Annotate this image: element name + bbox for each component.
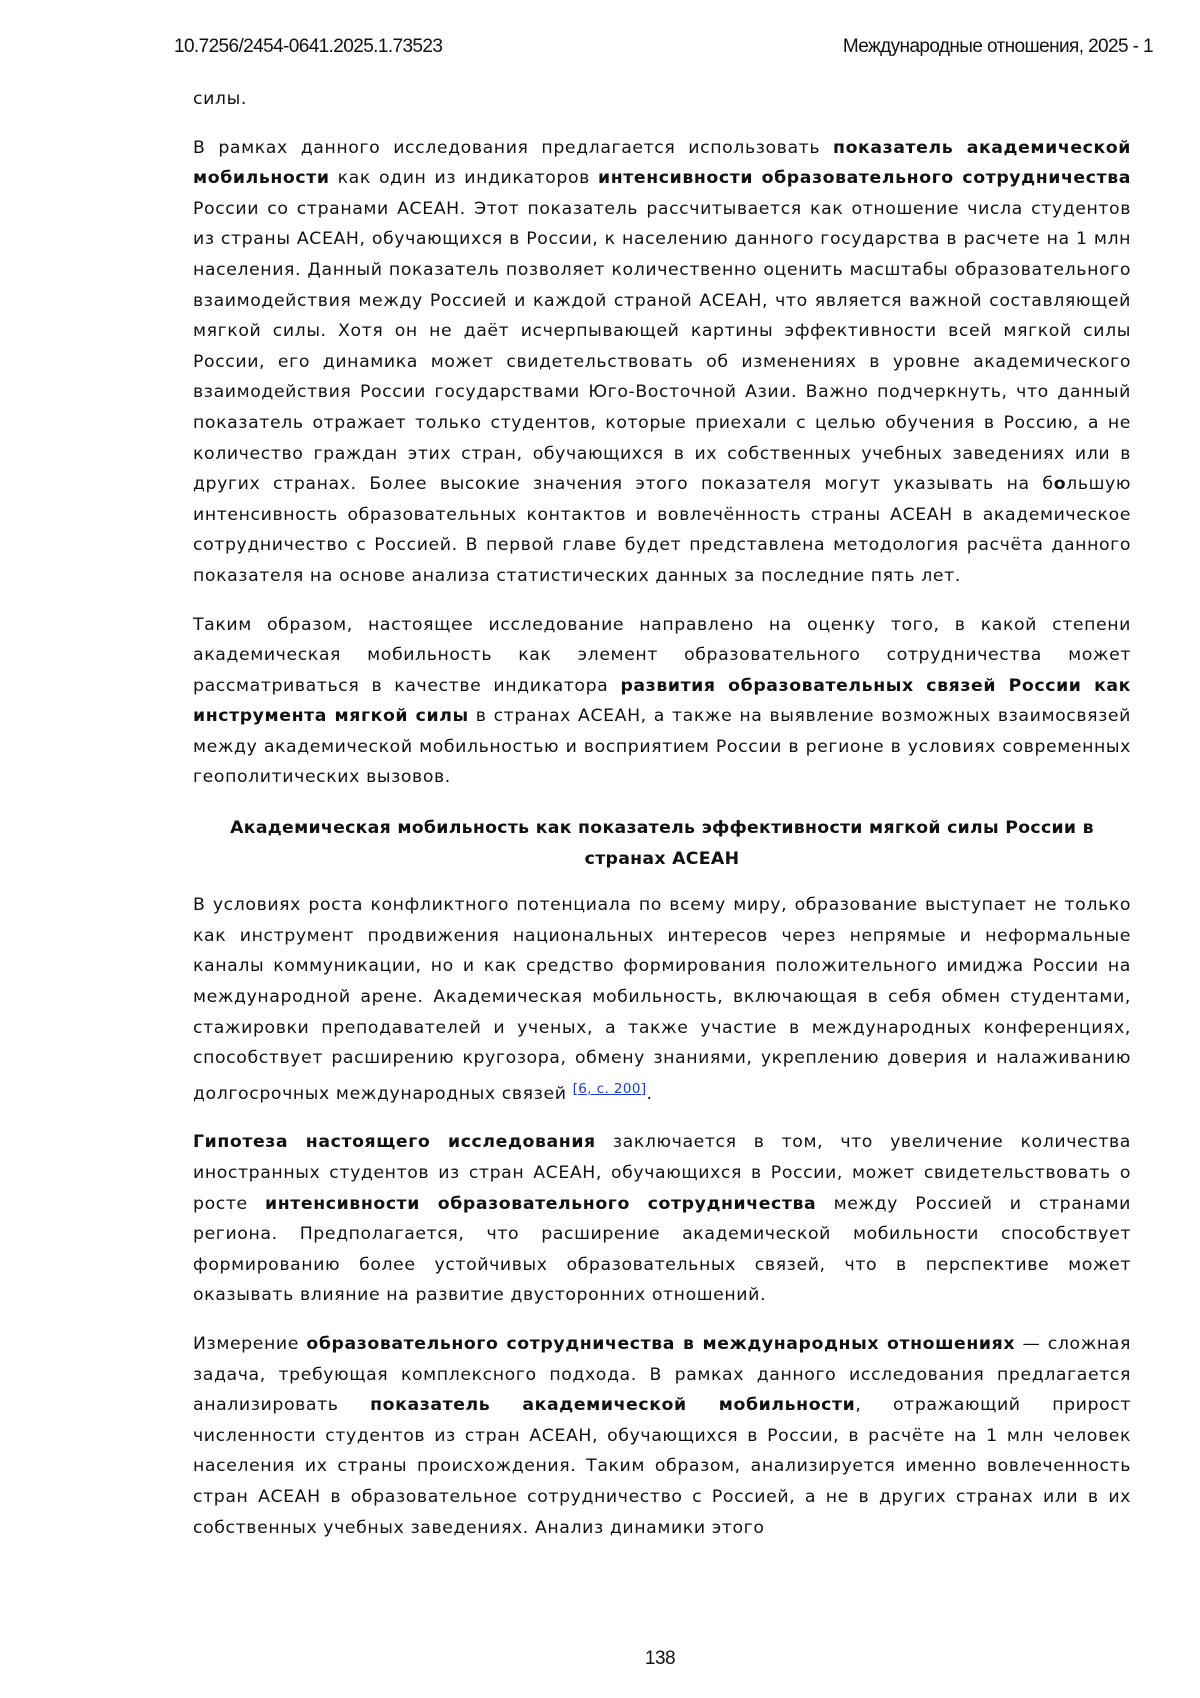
text-run: заключается в том, что увеличение количества иностранных студентов из стран АСЕАН, обучающихся в России, может свидетельствовать о росте bbox=[193, 1132, 1131, 1214]
bold-term: развития образовательных связей России как инструмента мягкой силы bbox=[193, 675, 1131, 727]
bold-term: интенсивности образовательного сотрудничества bbox=[265, 1193, 817, 1214]
paragraph-education-context bbox=[193, 890, 1131, 1109]
bold-letter: о bbox=[1053, 474, 1067, 495]
text-run: В условиях роста конфликтного потенциала по всему миру, образование выступает не только как инструмент продвижения национальных интересов через непрямые и неформальные каналы коммуникации, но и как средство формирования положительного имиджа России на международной арене. Академическая мобильность, включающая в себя обмен студентами, стажировки преподавателей и ученых, а также участие в международных конференциях, способствует расширению кругозора, обмену знаниями, укреплению доверия и налаживанию долгосрочных международных связей bbox=[193, 895, 1131, 1104]
article-body bbox=[193, 84, 1131, 1543]
bold-term: Гипотеза настоящего исследования bbox=[193, 1132, 596, 1153]
text-run: льшую интенсивность образовательных контактов и вовлечённость страны АСЕАН в академическое сотрудничество с Россией. В первой главе будет представлена методология расчёта данного показателя на основе анализа статистических данных за последние пять лет. bbox=[193, 474, 1131, 586]
paragraph-continuation: силы. bbox=[193, 89, 247, 109]
text-run: Таким образом, настоящее исследование направлено на оценку того, в какой степени академическая мобильность как элемент образовательного сотрудничества может рассматриваться в качестве индикатора bbox=[193, 614, 1131, 696]
text-run: Измерение bbox=[193, 1333, 307, 1354]
bold-term: образовательного сотрудничества в международных отношениях bbox=[306, 1333, 1016, 1354]
text-run: России со странами АСЕАН. Этот показатель рассчитывается как отношение числа студентов из страны АСЕАН, обучающихся в России, к населению данного государства в расчете на 1 млн населения. Данный показатель позволяет количественно оценить масштабы образовательного взаимодействия между Россией и каждой страной АСЕАН, что является важной составляющей мягкой силы. Хотя он не даёт исчерпывающей картины эффективности всей мягкой силы России, его динамика может свидетельствовать об изменениях в уровне академического взаимодействия России государствами Юго-Восточной Азии. Важно подчеркнуть, что данный показатель отражает только студентов, которые приехали с целью обучения в Россию, а не количество граждан этих стран, обучающихся в их собственных учебных заведениях или в других странах. Более высокие значения этого показателя могут указывать на б bbox=[193, 198, 1131, 495]
doi-label: 10.7256/2454-0641.2025.1.73523 bbox=[174, 36, 443, 57]
text-run: как один из индикаторов bbox=[329, 168, 599, 189]
paragraph-research-aim bbox=[193, 610, 1131, 794]
text-run: . bbox=[646, 1083, 653, 1104]
text-run: в странах АСЕАН, а также на выявление возможных взаимосвязей между академической мобильностью и восприятием России в регионе в условиях современных геополитических вызовов. bbox=[193, 706, 1131, 788]
page-number: 138 bbox=[644, 1648, 676, 1669]
running-header bbox=[174, 36, 1153, 60]
text-run: — сложная задача, требующая комплексного подхода. В рамках данного исследования предлагается анализировать bbox=[193, 1333, 1131, 1416]
bold-term: показатель академической мобильности bbox=[193, 137, 1131, 189]
bold-term: показатель академической мобильности bbox=[370, 1395, 856, 1416]
text-run: В рамках данного исследования предлагается использовать bbox=[193, 137, 834, 158]
section-heading: Академическая мобильность как показатель эффективности мягкой силы России в странах АСЕАН bbox=[230, 818, 1094, 869]
paragraph-indicator-method bbox=[193, 133, 1131, 592]
citation-link[interactable]: [6, с. 200] bbox=[572, 1080, 647, 1097]
journal-title: Международные отношения, 2025 - 1 bbox=[842, 36, 1153, 57]
paragraph-measurement bbox=[193, 1329, 1131, 1543]
text-run: между Россией и странами региона. Предполагается, что расширение академической мобильности способствует формированию более устойчивых образовательных связей, что в перспективе может оказывать влияние на развитие двусторонних отношений. bbox=[193, 1193, 1131, 1306]
paragraph-hypothesis bbox=[193, 1127, 1131, 1311]
text-run: , отражающий прирост численности студентов из стран АСЕАН, обучающихся в России, в расчёте на 1 млн человек населения их страны происхождения. Таким образом, анализируется именно вовлеченность стран АСЕАН в образовательное сотрудничество с Россией, а не в других странах или в их собственных учебных заведениях. Анализ динамики этого bbox=[193, 1395, 1132, 1538]
bold-term: интенсивности образовательного сотрудничества bbox=[598, 168, 1131, 189]
